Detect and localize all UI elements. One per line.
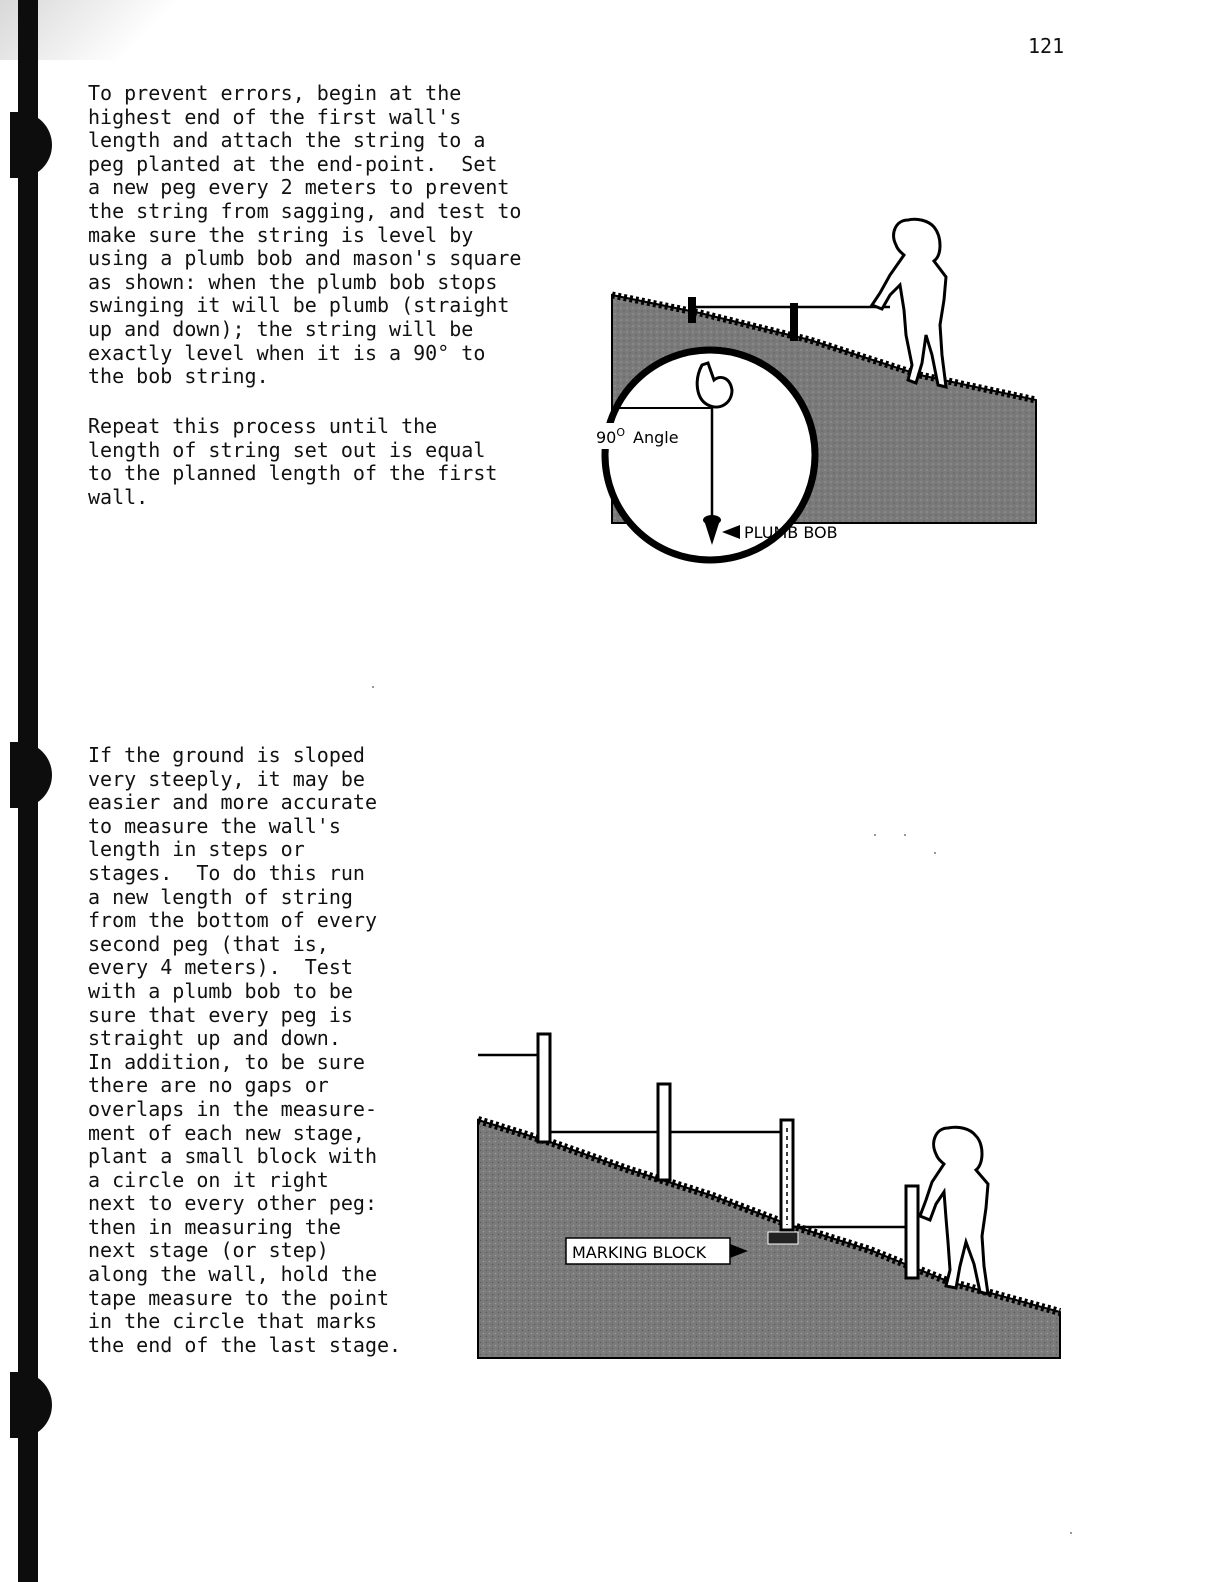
marking-block	[768, 1232, 798, 1244]
plumb-bob-illustration	[590, 205, 1040, 575]
text-line: from the bottom of every	[88, 908, 377, 933]
person-figure	[920, 1127, 988, 1294]
text-line: Repeat this process until the	[88, 414, 438, 438]
text-line: to measure the wall's	[88, 813, 341, 838]
scan-speck	[1070, 1532, 1072, 1534]
text-line: to the planned length of the first	[88, 461, 498, 486]
text-line: the bob string.	[88, 364, 269, 389]
text-line: tape measure to the point	[88, 1285, 390, 1310]
peg	[658, 1084, 670, 1180]
punch-hole	[10, 742, 52, 808]
text-line: every 4 meters). Test	[88, 955, 353, 980]
text-line: a new length of string	[88, 884, 353, 909]
text-line: there are no gaps or	[88, 1073, 329, 1098]
text-line: exactly level when it is a 90° to	[88, 340, 486, 365]
text-line: second peg (that is,	[88, 931, 329, 956]
person-figure	[872, 219, 946, 387]
text-line: the string from sagging, and test to	[88, 198, 522, 223]
peg	[688, 297, 696, 323]
plumb-bob-label: PLUMB BOB	[744, 523, 838, 542]
text-line: In addition, to be sure	[88, 1049, 365, 1074]
text-line: next stage (or step)	[88, 1238, 329, 1263]
text-line: straight up and down.	[88, 1026, 341, 1051]
text-line: stages. To do this run	[88, 860, 365, 885]
text-line: If the ground is sloped	[88, 743, 365, 767]
peg	[790, 303, 798, 341]
punch-hole	[10, 1372, 52, 1438]
text-line: a new peg every 2 meters to prevent	[88, 175, 510, 200]
text-line: using a plumb bob and mason's square	[88, 246, 522, 271]
text-line: ment of each new stage,	[88, 1120, 365, 1145]
text-line: peg planted at the end-point. Set	[88, 151, 498, 176]
text-line: wall.	[88, 484, 149, 509]
text-line: up and down); the string will be	[88, 316, 474, 341]
scan-speck	[934, 852, 936, 854]
scan-speck	[904, 834, 906, 836]
text-line: To prevent errors, begin at the	[88, 81, 462, 105]
text-line: then in measuring the	[88, 1214, 341, 1239]
peg	[538, 1034, 550, 1142]
text-line: next to every other peg:	[88, 1191, 377, 1216]
text-line: length in steps or	[88, 837, 305, 862]
text-line: length and attach the string to a	[88, 128, 486, 153]
paragraph-pegging	[88, 82, 521, 389]
text-line: length of string set out is equal	[88, 437, 486, 462]
text-line: highest end of the first wall's	[88, 104, 462, 129]
text-line: swinging it will be plumb (straight	[88, 293, 510, 318]
marking-block-label: MARKING BLOCK	[572, 1243, 707, 1262]
text-line: with a plumb bob to be	[88, 978, 353, 1003]
text-line: the end of the last stage.	[88, 1332, 402, 1357]
text-line: as shown: when the plumb bob stops	[88, 269, 498, 294]
page-number: 121	[1028, 34, 1065, 58]
text-line: in the circle that marks	[88, 1309, 377, 1334]
text-line: overlaps in the measure-	[88, 1096, 377, 1121]
paragraph-steep-slope	[88, 744, 401, 1357]
paragraph-repeat	[88, 415, 497, 509]
text-line: a circle on it right	[88, 1167, 329, 1192]
text-line: very steeply, it may be	[88, 766, 365, 791]
stepped-slope-illustration	[470, 1020, 1070, 1365]
text-line: easier and more accurate	[88, 790, 377, 815]
text-line: sure that every peg is	[88, 1002, 353, 1027]
peg	[906, 1186, 918, 1278]
scan-speck	[874, 834, 876, 836]
text-line: along the wall, hold the	[88, 1262, 377, 1287]
text-line: make sure the string is level by	[88, 222, 474, 247]
scan-speck	[372, 686, 374, 688]
punch-hole	[10, 112, 52, 178]
angle-label: $90^O$ Angle	[596, 426, 679, 447]
text-line: plant a small block with	[88, 1144, 377, 1169]
